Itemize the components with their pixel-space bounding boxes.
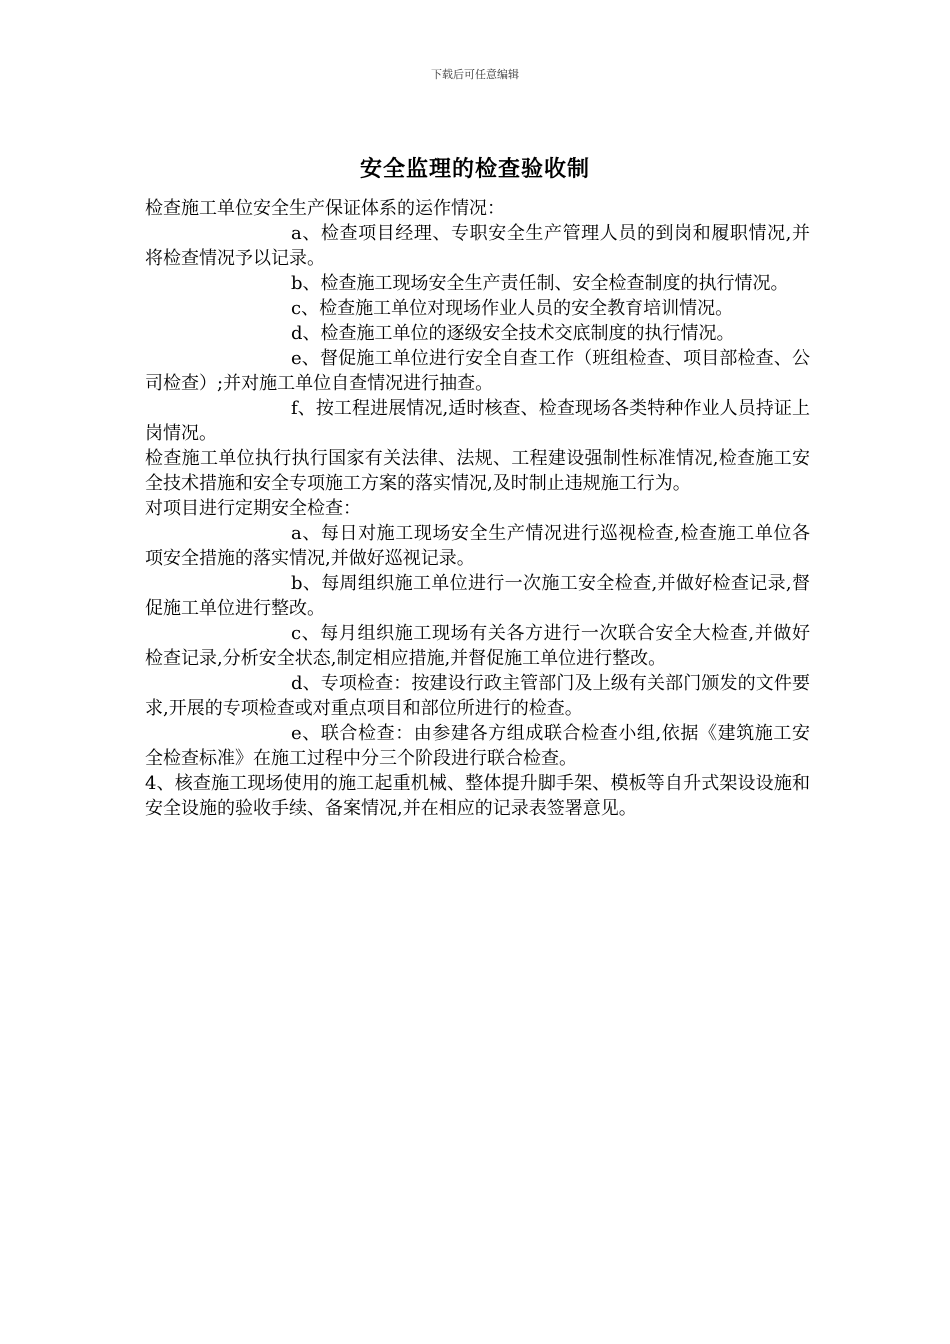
list-item: a、检查项目经理、专职安全生产管理人员的到岗和履职情况,并将检查情况予以记录。 <box>145 223 810 269</box>
document-body <box>145 196 810 821</box>
list-item: c、检查施工单位对现场作业人员的安全教育培训情况。 <box>291 298 734 319</box>
list-item: b、检查施工现场安全生产责任制、安全检查制度的执行情况。 <box>291 273 789 294</box>
list-item: c、每月组织施工现场有关各方进行一次联合安全大检查,并做好检查记录,分析安全状态,制定相应措施,并督促施工单位进行整改。 <box>145 623 810 669</box>
list-item: f、按工程进展情况,适时核查、检查现场各类特种作业人员持证上岗情况。 <box>145 398 810 444</box>
section-heading-periodic-inspection: 对项目进行定期安全检查： <box>145 498 361 519</box>
list-item: d、检查施工单位的逐级安全技术交底制度的执行情况。 <box>291 323 735 344</box>
section-paragraph-compliance: 检查施工单位执行执行国家有关法律、法规、工程建设强制性标准情况,检查施工安全技术措施和安全专项施工方案的落实情况,及时制止违规施工行为。 <box>145 448 810 494</box>
list-item: e、联合检查：由参建各方组成联合检查小组,依据《建筑施工安全检查标准》在施工过程中分三个阶段进行联合检查。 <box>145 723 810 769</box>
list-item: e、督促施工单位进行安全自查工作（班组检查、项目部检查、公司检查）;并对施工单位自查情况进行抽查。 <box>145 348 810 394</box>
list-item: a、每日对施工现场安全生产情况进行巡视检查,检查施工单位各项安全措施的落实情况,并做好巡视记录。 <box>145 523 810 569</box>
document-title: 安全监理的检查验收制 <box>359 157 590 182</box>
list-item: b、每周组织施工单位进行一次施工安全检查,并做好检查记录,督促施工单位进行整改。 <box>145 573 810 619</box>
list-item: d、专项检查：按建设行政主管部门及上级有关部门颁发的文件要求,开展的专项检查或对重点项目和部位所进行的检查。 <box>145 673 810 719</box>
section-paragraph-equipment: 4、核查施工现场使用的施工起重机械、整体提升脚手架、模板等自升式架设设施和安全设施的验收手续、备案情况,并在相应的记录表签署意见。 <box>145 773 810 819</box>
section-heading-operation: 检查施工单位安全生产保证体系的运作情况： <box>145 198 505 219</box>
header-note: 下载后可任意编辑 <box>431 68 519 81</box>
